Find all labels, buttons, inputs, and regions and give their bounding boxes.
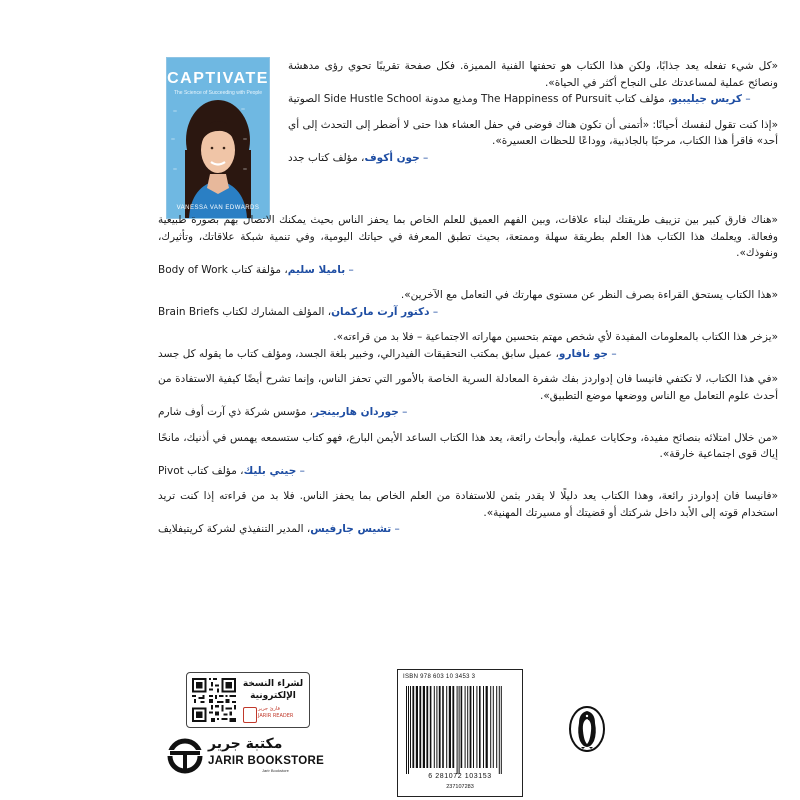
book-cover-thumbnail bbox=[166, 57, 270, 219]
barcode-bar bbox=[467, 686, 468, 768]
barcode-bar bbox=[476, 686, 477, 768]
barcode-bar bbox=[406, 686, 407, 774]
barcode-bar bbox=[423, 686, 425, 768]
quote-block bbox=[158, 212, 778, 278]
barcode-bar bbox=[430, 686, 432, 768]
quote-text: «في هذا الكتاب، لا تكتفي فانيسا فان إدواردز بفك شفرة المعادلة السرية الخاصة بالأمور التي تحفز الناس، وإنما تشرح أيضًا كيفية الاستفادة من أحدث علوم التعامل مع الناس ووضعها موضع التطبيق». bbox=[158, 373, 778, 402]
quote-author: جو نافارو bbox=[558, 347, 609, 360]
reader-name-ar: قارئ جرير bbox=[258, 706, 280, 712]
cover-chip bbox=[171, 138, 175, 140]
quote-author: جوردان هاربينجر bbox=[313, 406, 399, 418]
cover-chip bbox=[243, 168, 247, 170]
quote-block bbox=[158, 488, 778, 538]
ebook-qr-box[interactable] bbox=[186, 672, 310, 728]
jarir-tagline: Jarir Bookstore bbox=[262, 768, 289, 773]
barcode-bar bbox=[499, 686, 500, 774]
endorsements-main bbox=[158, 212, 778, 547]
barcode-bar bbox=[461, 686, 463, 768]
barcode-bar bbox=[496, 686, 497, 768]
jarir-name-ar: مكتبة جرير bbox=[208, 736, 283, 752]
endorsements-top bbox=[288, 58, 778, 175]
barcode-bar bbox=[446, 686, 447, 768]
barcode-bar bbox=[457, 686, 458, 774]
cover-chip bbox=[173, 110, 177, 112]
quote-text: «كل شيء تفعله يعد جذابًا، ولكن هذا الكتاب هو تحفتها الفنية المميزة. فكل صفحة تقريبًا تحوي رؤى مدهشة ونصائح عملية لمساعدتك على النجاح أكثر في الحياة». bbox=[288, 60, 778, 89]
quote-attribution: – جو نافارو، عميل سابق بمكتب التحقيقات الفيدرالي، وخبير بلغة الجسد، ومؤلف كتاب ما يقوله كل جسد bbox=[158, 347, 617, 360]
barcode-bar bbox=[490, 686, 491, 768]
penguin-logo-icon bbox=[568, 705, 606, 753]
cover-chip bbox=[243, 138, 247, 140]
quote-author: جيني بليك bbox=[243, 464, 297, 477]
quote-text: «إذا كنت تقول لنفسك أحيانًا: «أتمنى أن تكون هناك فوضى في حفل العشاء هذا حتى لا أضطر إلى التحدث إلى أي أحد» فاقرأ هذا الكتاب، مرحبًا بالجاذبية، ووداعًا للحظات العسيرة». bbox=[288, 118, 778, 147]
reader-book-icon bbox=[243, 707, 257, 723]
barcode-bar bbox=[483, 686, 484, 768]
quote-attribution: – تشيس جارفيس، المدير التنفيذي لشركة كريتيفلايف bbox=[158, 523, 400, 535]
barcode-bar bbox=[426, 686, 428, 768]
barcode-bar bbox=[434, 686, 435, 768]
barcode-bar bbox=[436, 686, 437, 768]
quote-author-desc: ، مؤلف كتاب The Happiness of Pursuit ومذيع مدونة Side Hustle School الصوتية bbox=[288, 93, 672, 105]
quote-block bbox=[288, 58, 778, 108]
ebook-purchase-label: لشراء النسخة الإلكترونية bbox=[242, 679, 304, 701]
quote-attribution: – جون أكوف، مؤلف كتاب جدد bbox=[288, 151, 429, 164]
quote-author-desc: ، المدير التنفيذي لشركة كريتيفلايف bbox=[158, 523, 311, 535]
quote-attribution: – كريس جيليبيو، مؤلف كتاب The Happiness of Pursuit ومذيع مدونة Side Hustle School الصوتية bbox=[288, 93, 751, 105]
barcode-bar bbox=[479, 686, 481, 768]
barcode-bar bbox=[465, 686, 466, 768]
barcode-bar bbox=[410, 686, 411, 768]
cover-title: CAPTIVATE bbox=[167, 70, 269, 87]
barcode-bar bbox=[486, 686, 488, 768]
quote-text: «هذا الكتاب يستحق القراءة بصرف النظر عن مستوى مهارتك في التعامل مع الآخرين». bbox=[400, 289, 778, 301]
quote-text: «هناك فارق كبير بين تزييف طريقتك لبناء علاقات، وبين الفهم العميق للعلم الخاص بما يحفز الناس بحيث يمكنك الاتصال بهم بصورة طبيعية وفعالة. ويعلمك هذا الكتاب هذا العلم بطريقة سهلة وممتعة، بحيث تطبق المعرفة في حياتك اليومية، وفي تنمية شبكة علاقاتك، وتأثيرك، ونفوذك». bbox=[158, 214, 778, 259]
barcode-bar bbox=[439, 686, 441, 768]
barcode-bar bbox=[416, 686, 418, 768]
reader-name-en: JARIR READER bbox=[258, 713, 294, 719]
barcode-bars bbox=[404, 686, 516, 774]
quote-attribution: – دكتور آرت ماركمان، المؤلف المشارك لكتاب Brain Briefs bbox=[158, 305, 439, 318]
quote-author: كريس جيليبيو bbox=[671, 93, 743, 105]
ean-number: 6 281072 103153 bbox=[428, 773, 492, 780]
quote-block bbox=[158, 287, 778, 320]
quote-author-desc: ، مؤلف كتاب جدد bbox=[288, 151, 365, 164]
cover-author: VANESSA VAN EDWARDS bbox=[176, 205, 260, 211]
jarir-name-en: JARIR BOOKSTORE bbox=[208, 755, 325, 767]
quote-author: تشيس جارفيس bbox=[310, 523, 392, 535]
barcode-bar bbox=[452, 686, 454, 768]
quote-text: «فانيسا فان إدواردز رائعة، وهذا الكتاب يعد دليلًا لا يقدر بثمن للاستفادة من العلم الخاص بما يحفز الناس. فلا بد من قراءته إذا كنت تريد استخدام قوته إلى الأبد داخل شركتك أو قضيتك أو مسيرتك المهنية». bbox=[158, 490, 778, 519]
barcode-bar bbox=[408, 686, 409, 774]
quote-attribution: – جيني بليك، مؤلف كتاب Pivot bbox=[158, 464, 305, 477]
quote-author-desc: ، مؤلف كتاب Pivot bbox=[158, 464, 244, 477]
quote-author-desc: ، المؤلف المشارك لكتاب Brain Briefs bbox=[158, 305, 332, 318]
cover-subtitle: The Science of Succeeding with People bbox=[173, 90, 263, 96]
quote-author-desc: ، مؤسس شركة ذي آرت أوف شارم bbox=[158, 406, 314, 418]
isbn-label: ISBN 978 603 10 3453 3 bbox=[403, 674, 476, 680]
barcode-bar bbox=[449, 686, 451, 768]
quote-block bbox=[158, 371, 778, 421]
cover-chip bbox=[173, 168, 177, 170]
barcode-bar bbox=[473, 686, 474, 768]
barcode-bar bbox=[470, 686, 472, 768]
quote-author: دكتور آرت ماركمان bbox=[331, 305, 430, 318]
barcode-bar bbox=[412, 686, 414, 768]
quote-text: «يزخر هذا الكتاب بالمعلومات المفيدة لأي شخص مهتم بتحسين مهاراته الاجتماعية – فلا بد من قراءته». bbox=[333, 331, 778, 343]
jarir-emblem-icon bbox=[166, 738, 204, 774]
quote-author-desc: ، مؤلفة كتاب Body of Work bbox=[158, 263, 288, 276]
quote-block bbox=[288, 117, 778, 167]
barcode-bar bbox=[459, 686, 460, 774]
quote-attribution: – جوردان هاربينجر، مؤسس شركة ذي آرت أوف شارم bbox=[158, 406, 408, 418]
quote-author: جون أكوف bbox=[364, 151, 420, 164]
cover-chip bbox=[241, 108, 245, 110]
qr-code-icon bbox=[192, 678, 236, 722]
quote-author: باميلا سليم bbox=[287, 263, 346, 276]
barcode-bar bbox=[442, 686, 444, 768]
quote-attribution: – باميلا سليم، مؤلفة كتاب Body of Work bbox=[158, 263, 354, 276]
quote-text: «من خلال امتلائه بنصائح مفيدة، وحكايات عملية، وأبحاث رائعة، يعد هذا الكتاب الساعد الأيمن البارع، فهو كتاب ستسمعه يهمس في أذنيك، مانحًا إياك قوى اجتماعية خارقة». bbox=[158, 431, 778, 460]
quote-block bbox=[158, 329, 778, 362]
barcode-code: 237107283 bbox=[446, 784, 474, 790]
jarir-bookstore-logo bbox=[166, 736, 336, 776]
quote-author-desc: ، عميل سابق بمكتب التحقيقات الفيدرالي، وخبير بلغة الجسد، ومؤلف كتاب ما يقوله كل جسد bbox=[158, 347, 559, 360]
barcode-bar bbox=[501, 686, 502, 774]
jarir-reader-logo bbox=[243, 706, 303, 722]
quote-block bbox=[158, 430, 778, 480]
barcode-bar bbox=[493, 686, 494, 768]
isbn-barcode bbox=[397, 669, 523, 797]
barcode-bar bbox=[419, 686, 421, 768]
